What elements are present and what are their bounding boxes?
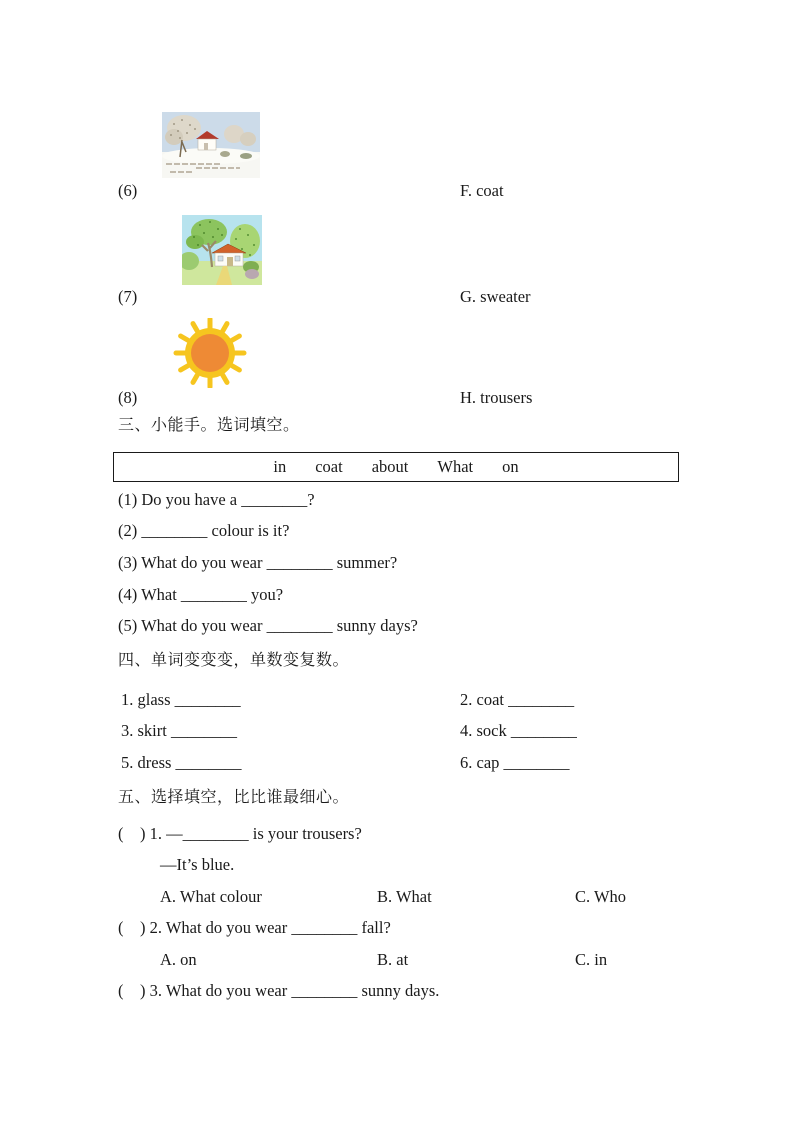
spring-scene-graphic <box>182 215 262 285</box>
word-bank-word: What <box>437 457 474 476</box>
choice-q2-option-a: A. on <box>160 950 197 969</box>
choice-q1-option-c: C. Who <box>575 887 627 906</box>
choice-q1-option-b: B. What <box>377 887 432 906</box>
sun-graphic <box>170 318 250 388</box>
fill-blank-question-3: (3) What do you wear ________ summer? <box>118 553 398 572</box>
section-three-heading: 三、小能手。选词填空。 <box>118 415 300 434</box>
section-five-heading: 五、选择填空，比比谁最细心。 <box>118 787 350 806</box>
match-answer-f-coat: F. coat <box>460 181 504 200</box>
spring-house-scene-image <box>182 215 262 285</box>
sun-image <box>170 318 250 388</box>
plural-item-4-sock: 4. sock ________ <box>460 721 577 740</box>
word-bank-word: in <box>273 457 287 476</box>
plural-item-2-coat: 2. coat ________ <box>460 690 575 709</box>
fill-blank-question-4: (4) What ________ you? <box>118 585 284 604</box>
choice-q1-option-a: A. What colour <box>160 887 262 906</box>
fill-blank-question-2: (2) ________ colour is it? <box>118 521 290 540</box>
choice-question-2-stem: ( ) 2. What do you wear ________ fall? <box>118 918 391 937</box>
word-bank-word: coat <box>315 457 343 476</box>
winter-scene-graphic <box>162 112 260 178</box>
plural-item-1-glass: 1. glass ________ <box>121 690 241 709</box>
plural-item-6-cap: 6. cap ________ <box>460 753 570 772</box>
fill-blank-question-1: (1) Do you have a ________? <box>118 490 315 509</box>
match-answer-h-trousers: H. trousers <box>460 388 533 407</box>
word-bank-word: about <box>371 457 409 476</box>
choice-question-3-stem: ( ) 3. What do you wear ________ sunny days. <box>118 981 440 1000</box>
winter-snow-scene-image <box>162 112 260 178</box>
match-item-8-number: (8) <box>118 388 138 407</box>
choice-question-1-followup: —It’s blue. <box>160 855 235 874</box>
choice-question-1-stem: ( ) 1. —________ is your trousers? <box>118 824 362 843</box>
match-item-7-number: (7) <box>118 287 138 306</box>
match-answer-g-sweater: G. sweater <box>460 287 531 306</box>
word-bank-box <box>113 452 679 482</box>
choice-q2-option-c: C. in <box>575 950 608 969</box>
choice-q2-option-b: B. at <box>377 950 409 969</box>
plural-item-5-dress: 5. dress ________ <box>121 753 242 772</box>
fill-blank-question-5: (5) What do you wear ________ sunny days? <box>118 616 418 635</box>
section-four-heading: 四、单词变变变，单数变复数。 <box>118 650 350 669</box>
match-item-6-number: (6) <box>118 181 138 200</box>
plural-item-3-skirt: 3. skirt ________ <box>121 721 237 740</box>
word-bank-word: on <box>502 457 519 476</box>
